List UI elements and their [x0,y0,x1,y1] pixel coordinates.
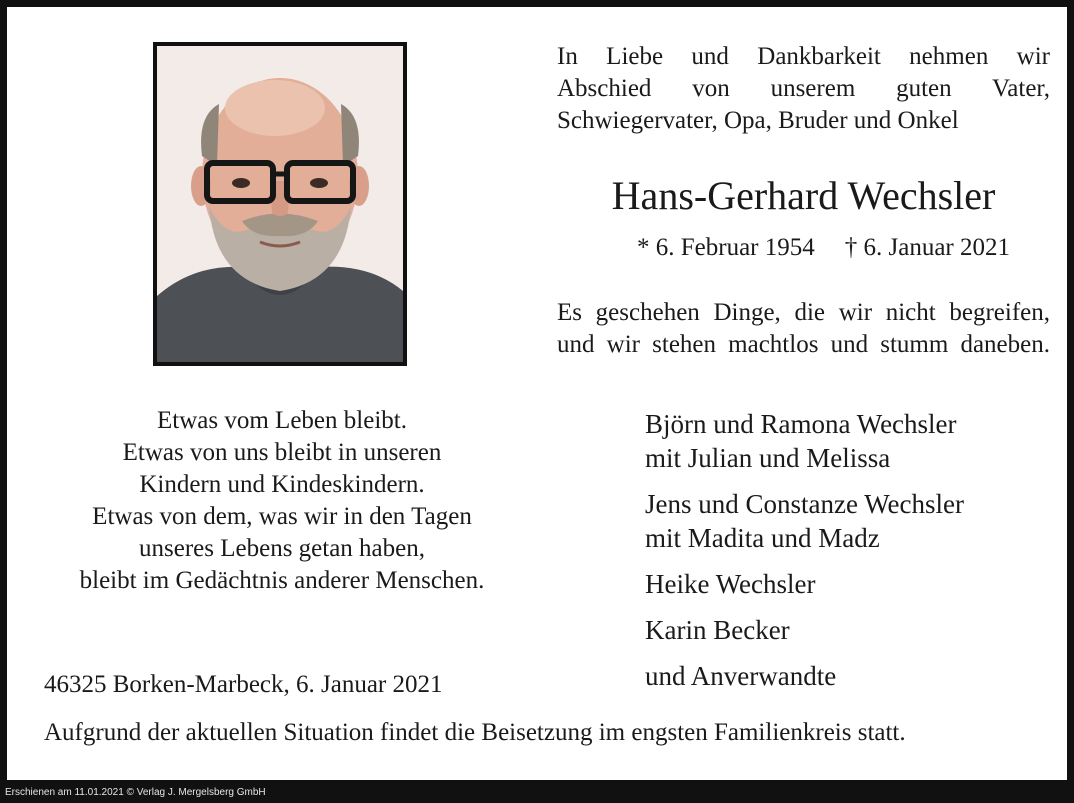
poem-line: Etwas vom Leben bleibt. [157,407,407,434]
family-member: mit Madita und Madz [645,523,880,553]
intro-line: Abschied von unserem guten Vater, [557,75,1050,102]
quote-line: und wir stehen machtlos und stumm daneben. [557,331,1050,358]
funeral-note: Aufgrund der aktuellen Situation findet die Beisetzung im engsten Familienkreis statt. [44,719,906,746]
family-member: Jens und Constanze Wechsler [645,489,965,519]
poem-text [32,405,532,597]
family-member: Björn und Ramona Wechsler [645,409,957,439]
portrait-photo [153,42,407,366]
family-member: und Anverwandte [645,661,837,691]
intro-line: Schwiegervater, Opa, Bruder und Onkel [557,107,959,134]
deceased-name: Hans-Gerhard Wechsler [611,173,996,218]
intro-text [557,41,1050,137]
family-member: Karin Becker [645,615,790,645]
birth-date: * 6. Februar 1954 [637,234,815,261]
poem-line: Etwas von uns bleibt in unseren [122,439,442,466]
intro-line: In Liebe und Dankbarkeit nehmen wir [557,43,1050,70]
poem-line: bleibt im Gedächtnis anderer Menschen. [79,567,485,594]
family-group [645,407,1065,475]
quote-text [557,297,1050,361]
poem-line: unseres Lebens getan haben, [139,535,425,562]
family-member: mit Julian und Melissa [645,443,891,473]
quote-line: Es geschehen Dinge, die wir nicht begreifen, [557,299,1050,326]
poem-line: Etwas von dem, was wir in den Tagen [92,503,472,530]
death-date: † 6. Januar 2021 [844,234,1010,261]
obituary-card [7,7,1067,780]
family-list [645,407,1065,705]
place-date: 46325 Borken-Marbeck, 6. Januar 2021 [44,671,443,698]
family-member: Heike Wechsler [645,569,816,599]
poem-line: Kindern und Kindeskindern. [139,471,425,498]
publication-footer: Erschienen am 11.01.2021 © Verlag J. Mergelsberg GmbH [5,787,266,798]
family-group [645,487,1065,555]
life-dates [557,233,1010,263]
